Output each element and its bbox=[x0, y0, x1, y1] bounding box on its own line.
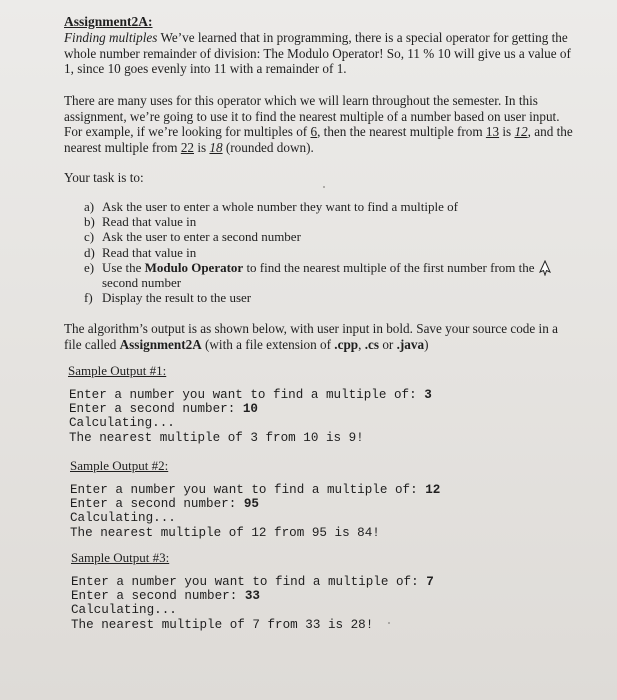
intro-lead: Finding multiples bbox=[64, 30, 158, 45]
from-value-1: 13 bbox=[485, 124, 500, 139]
result-value-2: 18 bbox=[209, 139, 223, 155]
intro-rest: We’ve learned that in programming, there is a special operator for getting the whole number remainder of division: The Modulo Operator! So, 11 % 10 will give us a value of 1, since 10 goes evenly into 11 with a remainder of 1. bbox=[64, 30, 571, 76]
modulo-operator-term: Modulo Operator bbox=[144, 259, 244, 275]
example-paragraph: There are many uses for this operator which we will learn throughout the semester. In this assignment, we’re going to use it to find the nearest multiple of a number based on user input. For example, if we’re looking for multiples of 6, then the nearest multiple from 13 is 12, and the nearest multiple from 22 is 18 (rounded down). bbox=[64, 93, 573, 155]
assignment-title: Assignment2A: bbox=[64, 14, 153, 29]
list-item: b) Read that value in bbox=[84, 214, 197, 230]
task-heading: Your task is to: bbox=[64, 170, 144, 185]
list-item: e) Use the Modulo Operator to find the nearest multiple of the first number from the second number bbox=[84, 259, 535, 291]
sample-1-output: Enter a number you want to find a multiple of: 3 Enter a second number: 10 Calculating... The nearest multiple of 3 from 10 is 9! bbox=[69, 388, 432, 445]
sample-2-output: Enter a number you want to find a multiple of: 12 Enter a second number: 95 Calculating... The nearest multiple of 12 from 95 is 84! bbox=[70, 483, 441, 540]
algorithm-paragraph: The algorithm’s output is as shown below, with user input in bold. Save your source code in a file called Assignment2A (with a file extension of .cpp, .cs or .java) bbox=[64, 321, 558, 352]
multiple-value: 6 bbox=[310, 124, 318, 139]
paper-speck bbox=[323, 186, 325, 188]
mouse-pointer-icon bbox=[538, 260, 552, 276]
list-item: f) Display the result to the user bbox=[84, 290, 252, 306]
result-value-1: 12 bbox=[514, 124, 528, 139]
sample-1-heading: Sample Output #1: bbox=[68, 363, 167, 378]
sample-3-output: Enter a number you want to find a multiple of: 7 Enter a second number: 33 Calculating... The nearest multiple of 7 from 33 is 28! bbox=[71, 575, 434, 632]
sample-2-heading: Sample Output #2: bbox=[70, 458, 169, 473]
intro-paragraph bbox=[64, 30, 574, 77]
from-value-2: 22 bbox=[180, 139, 195, 155]
file-name: Assignment2A bbox=[119, 336, 202, 352]
task-steps-list bbox=[84, 199, 554, 305]
assignment-header bbox=[64, 14, 574, 77]
list-item: d) Read that value in bbox=[84, 244, 197, 260]
list-item: c) Ask the user to enter a second number bbox=[84, 229, 301, 245]
list-item: a) Ask the user to enter a whole number they want to find a multiple of bbox=[84, 199, 458, 214]
sample-3-heading: Sample Output #3: bbox=[71, 550, 170, 565]
paper-speck bbox=[388, 622, 390, 624]
